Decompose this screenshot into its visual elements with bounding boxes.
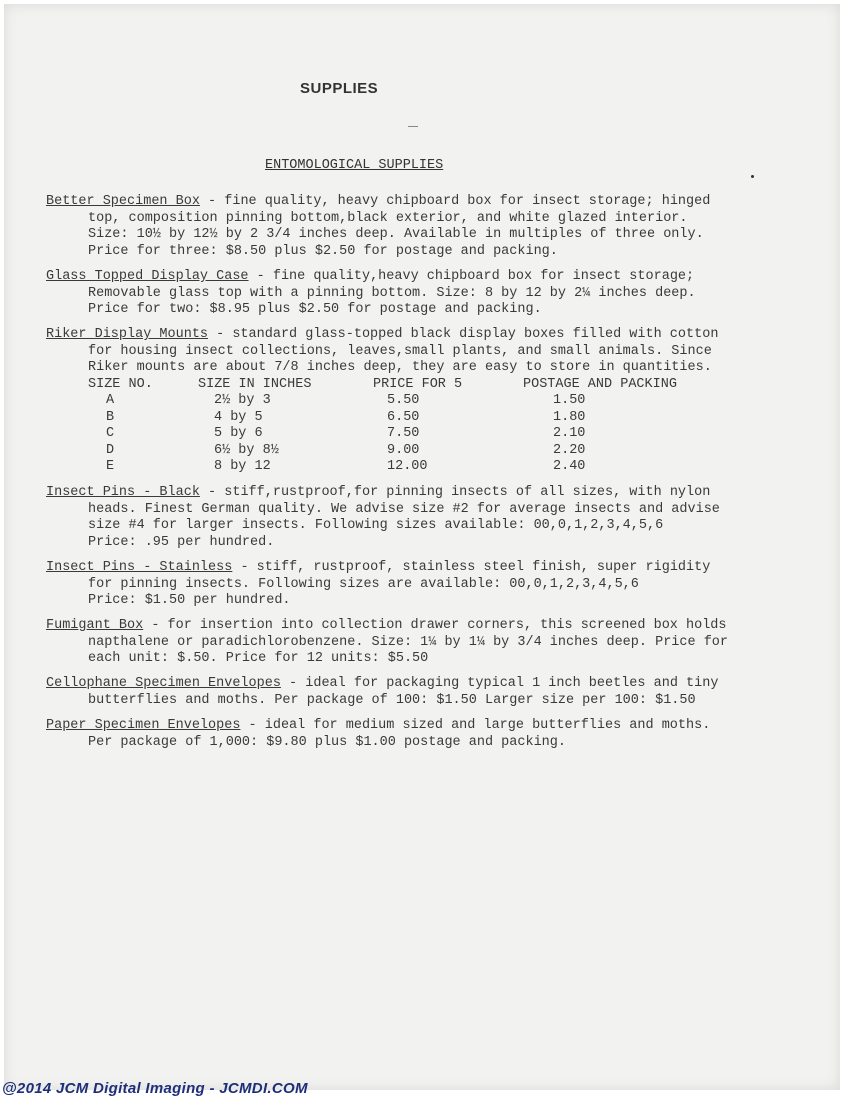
table-header-row [88,377,677,394]
item-text: Removable glass top with a pinning bottom. Size: 8 by 12 by 2¼ inches deep. [88,285,696,301]
table-cell: 4 by 5 [214,409,263,425]
item-text: Price for two: $8.95 plus $2.50 for postage and packing. [88,302,542,317]
table-cell: A [106,393,115,408]
table-row [88,410,677,427]
column-header: POSTAGE AND PACKING [523,376,677,392]
item-text: for pinning insects. Following sizes are available: 00,0,1,2,3,4,5,6 [88,576,639,592]
table-cell: 7.50 [387,426,420,441]
table-cell: 1.80 [553,409,586,425]
item-name: Insect Pins - Stainless [46,560,233,575]
item-text: Price for three: $8.50 plus $2.50 for postage and packing. [88,243,558,259]
page-title: SUPPLIES [300,80,379,97]
item-text: each unit: $.50. Price for 12 units: $5.50 [88,651,429,666]
item-text: napthalene or paradichlorobenzene. Size: 1¼ by 1¼ by 3/4 inches deep. Price for [88,634,729,650]
item-text: - for insertion into collection drawer corners, this screened box holds [143,618,727,633]
table-cell: 2.10 [553,426,586,441]
item-paper-specimen-envelopes [46,718,766,751]
table-cell: D [106,442,115,458]
table-cell: 5 by 6 [214,426,263,441]
table-cell: 8 by 12 [214,459,271,474]
item-text: top, composition pinning bottom,black exterior, and white glazed interior. [88,210,688,226]
table-cell: C [106,426,115,441]
riker-size-table [88,377,677,476]
column-header: SIZE NO. [88,376,153,392]
table-cell: 1.50 [553,393,586,408]
table-cell: B [106,409,115,425]
copyright-watermark: @2014 JCM Digital Imaging - JCMDI.COM [2,1080,308,1097]
item-text: heads. Finest German quality. We advise size #2 for average insects and advise [88,501,720,517]
item-text: - standard glass-topped black display boxes filled with cotton [208,327,719,342]
table-row [88,443,677,460]
item-glass-topped-display-case [46,269,766,319]
table-cell: E [106,459,115,474]
item-text: for housing insect collections, leaves,small plants, and small animals. Since [88,343,712,359]
item-name: Insect Pins - Black [46,485,200,500]
item-name: Cellophane Specimen Envelopes [46,676,281,691]
table-cell: 6.50 [387,409,420,425]
ink-speck [751,175,754,178]
table-cell: 2.40 [553,459,586,474]
item-name: Glass Topped Display Case [46,269,249,284]
item-text: Size: 10½ by 12½ by 2 3/4 inches deep. Available in multiples of three only. [88,227,704,242]
item-text: - ideal for medium sized and large butterflies and moths. [240,718,711,733]
item-better-specimen-box [46,194,766,260]
column-header: PRICE FOR 5 [373,376,463,392]
item-name: Riker Display Mounts [46,327,209,342]
pencil-mark [408,126,418,127]
item-name: Paper Specimen Envelopes [46,718,241,733]
item-name: Fumigant Box [46,618,144,633]
table-cell: 12.00 [387,459,428,474]
table-cell: 6½ by 8½ [214,442,279,458]
item-name: Better Specimen Box [46,194,200,209]
item-text: butterflies and moths. Per package of 100: $1.50 Larger size per 100: $1.50 [88,692,696,708]
item-text: - fine quality,heavy chipboard box for insect storage; [248,269,695,284]
table-row [88,459,677,476]
item-text: - stiff,rustproof,for pinning insects of all sizes, with nylon [199,485,711,500]
item-insect-pins-black [46,485,766,551]
section-heading: ENTOMOLOGICAL SUPPLIES [265,158,444,173]
item-text: size #4 for larger insects. Following sizes available: 00,0,1,2,3,4,5,6 [88,518,664,533]
item-text: Price: .95 per hundred. [88,534,275,550]
table-cell: 9.00 [387,442,420,458]
item-text: - fine quality, heavy chipboard box for insect storage; hinged [199,194,711,209]
item-insect-pins-stainless [46,560,766,610]
item-text: - stiff, rustproof, stainless steel finish, super rigidity [232,560,711,575]
column-header: SIZE IN INCHES [198,376,312,392]
item-fumigant-box [46,618,766,668]
table-cell: 2½ by 3 [214,393,271,408]
item-text: - ideal for packaging typical 1 inch beetles and tiny [280,676,719,691]
table-row [88,393,677,410]
item-text: Riker mounts are about 7/8 inches deep, they are easy to store in quantities. [88,360,712,375]
item-cellophane-specimen-envelopes [46,676,766,709]
table-cell: 2.20 [553,442,586,458]
table-cell: 5.50 [387,393,420,408]
table-row [88,426,677,443]
item-text: Per package of 1,000: $9.80 plus $1.00 postage and packing. [88,734,566,750]
item-riker-display-mounts [46,327,766,476]
item-text: Price: $1.50 per hundred. [88,593,291,608]
